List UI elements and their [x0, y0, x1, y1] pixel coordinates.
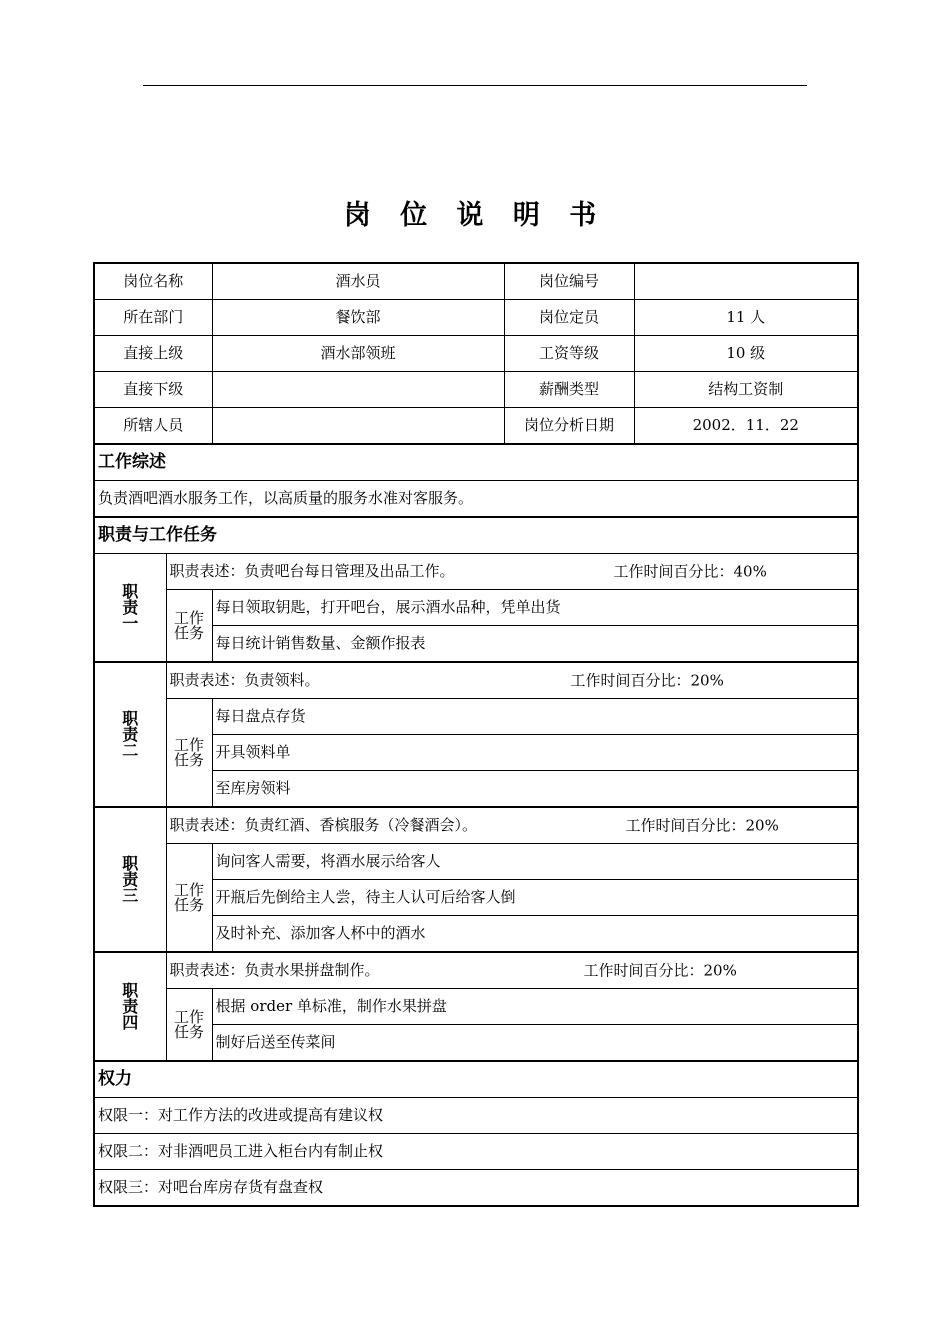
duty-percent: 工作时间百分比：20%: [625, 816, 779, 834]
duty-label: 职 责 二: [94, 662, 166, 807]
duty-percent: 工作时间百分比：20%: [583, 961, 737, 979]
info-key: 工资等级: [504, 336, 634, 372]
duty-desc: 职责表述：负责领料。: [169, 671, 320, 689]
task-row: [94, 590, 858, 626]
duty-desc-cell: [166, 554, 858, 590]
task-row: [94, 989, 858, 1025]
info-row: [94, 336, 858, 372]
task-label: 工作 任务: [166, 844, 212, 953]
duty-desc-row: [94, 807, 858, 844]
authority-row: [94, 1134, 858, 1170]
task-item: 制好后送至传菜间: [212, 1025, 858, 1062]
authority-item: 权限二：对非酒吧员工进入柜台内有制止权: [94, 1134, 858, 1170]
info-key: 所辖人员: [94, 408, 212, 445]
section-header-row: [94, 444, 858, 481]
info-row: [94, 372, 858, 408]
duty-desc: 职责表述：负责水果拼盘制作。: [169, 961, 380, 979]
authority-row: [94, 1098, 858, 1134]
task-item: 每日统计销售数量、金额作报表: [212, 626, 858, 663]
info-row: [94, 408, 858, 445]
info-key: 所在部门: [94, 300, 212, 336]
authority-item: 权限三：对吧台库房存货有盘查权: [94, 1170, 858, 1207]
duty-desc-row: [94, 662, 858, 699]
task-row: [94, 699, 858, 735]
info-value: 酒水部领班: [212, 336, 504, 372]
info-value: [212, 372, 504, 408]
info-key: 直接上级: [94, 336, 212, 372]
info-key: 岗位分析日期: [504, 408, 634, 445]
task-item: 每日盘点存货: [212, 699, 858, 735]
summary-heading: 工作综述: [94, 444, 858, 481]
authority-heading: 权力: [94, 1061, 858, 1098]
task-item: 及时补充、添加客人杯中的酒水: [212, 916, 858, 953]
task-row: [94, 844, 858, 880]
page-title: 岗 位 说 明 书: [343, 200, 607, 231]
authority-item: 权限一：对工作方法的改进或提高有建议权: [94, 1098, 858, 1134]
duty-desc-cell: [166, 952, 858, 989]
info-value: [634, 263, 858, 300]
duty-label: 职 责 四: [94, 952, 166, 1061]
info-key: 岗位编号: [504, 263, 634, 300]
duty-desc: 职责表述：负责吧台每日管理及出品工作。: [169, 562, 455, 580]
task-item: 至库房领料: [212, 771, 858, 808]
task-item: 每日领取钥匙，打开吧台，展示酒水品种，凭单出货: [212, 590, 858, 626]
info-value: 11 人: [634, 300, 858, 336]
duty-percent: 工作时间百分比：40%: [613, 562, 767, 580]
info-value: 2002．11．22: [634, 408, 858, 445]
info-row: [94, 263, 858, 300]
duty-label: 职 责 三: [94, 807, 166, 952]
info-key: 直接下级: [94, 372, 212, 408]
task-item: 开瓶后先倒给主人尝，待主人认可后给客人倒: [212, 880, 858, 916]
section-header-row: [94, 517, 858, 554]
info-value: 餐饮部: [212, 300, 504, 336]
info-value: 酒水员: [212, 263, 504, 300]
task-label: 工作 任务: [166, 590, 212, 663]
summary-row: [94, 481, 858, 518]
task-item: 开具领料单: [212, 735, 858, 771]
task-label: 工作 任务: [166, 699, 212, 808]
header-rule: [143, 85, 807, 86]
info-key: 薪酬类型: [504, 372, 634, 408]
duties-heading: 职责与工作任务: [94, 517, 858, 554]
duty-label: 职 责 一: [94, 554, 166, 663]
summary-text: 负责酒吧酒水服务工作，以高质量的服务水准对客服务。: [94, 481, 858, 518]
task-label: 工作 任务: [166, 989, 212, 1062]
section-header-row: [94, 1061, 858, 1098]
duty-desc-row: [94, 952, 858, 989]
duty-desc-row: [94, 554, 858, 590]
authority-row: [94, 1170, 858, 1207]
duty-desc-cell: [166, 807, 858, 844]
info-key: 岗位名称: [94, 263, 212, 300]
info-key: 岗位定员: [504, 300, 634, 336]
duty-percent: 工作时间百分比：20%: [570, 671, 724, 689]
job-description-table: [93, 262, 859, 1207]
info-value: [212, 408, 504, 445]
task-item: 询问客人需要，将酒水展示给客人: [212, 844, 858, 880]
info-row: [94, 300, 858, 336]
duty-desc: 职责表述：负责红酒、香槟服务（冷餐酒会）。: [169, 816, 478, 834]
info-value: 结构工资制: [634, 372, 858, 408]
info-value: 10 级: [634, 336, 858, 372]
task-item: 根据 order 单标准，制作水果拼盘: [212, 989, 858, 1025]
duty-desc-cell: [166, 662, 858, 699]
